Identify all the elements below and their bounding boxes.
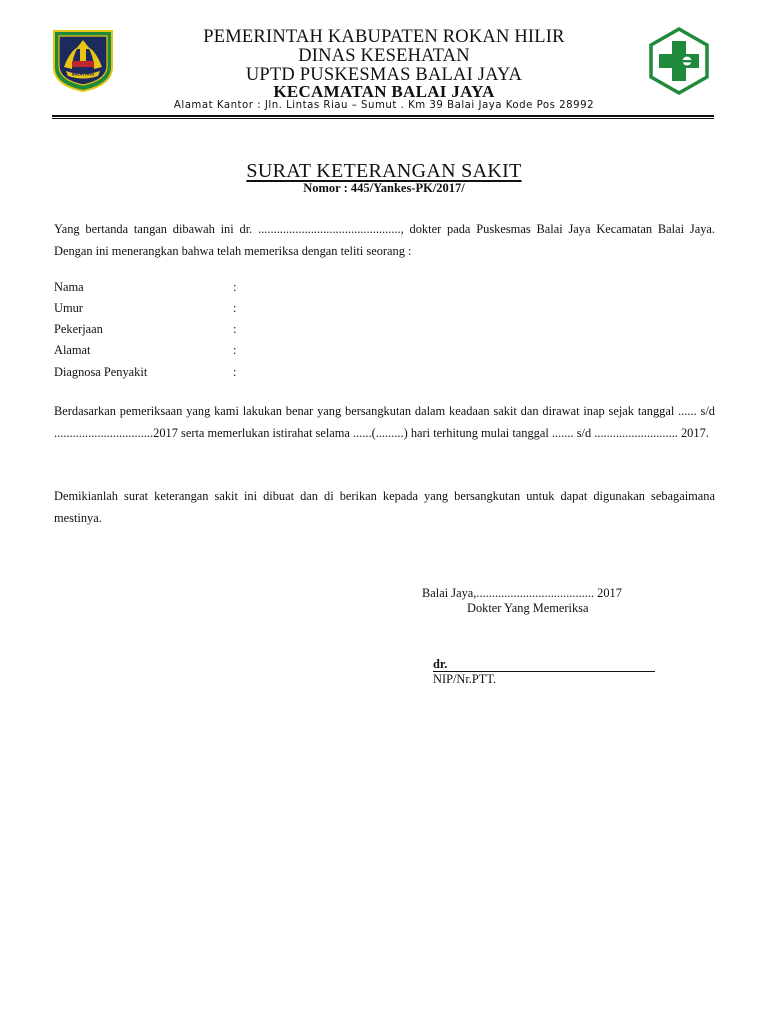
letterhead-rule-thin [52,118,714,119]
letterhead-address: Alamat Kantor : Jln. Lintas Riau – Sumut . Km 39 Balai Jaya Kode Pos 28992 [173,100,595,111]
letterhead-rule-thick [52,115,714,117]
field-colon: : [233,301,237,315]
field-label-diagnosa: Diagnosa Penyakit [54,365,148,379]
field-label-pekerjaan: Pekerjaan [54,322,103,336]
letterhead-department: DINAS KESEHATAN [298,46,470,66]
letterhead-unit: UPTD PUSKESMAS BALAI JAYA [245,65,523,85]
signature-name-line: dr. [433,657,655,672]
puskesmas-logo [644,26,714,96]
field-label-umur: Umur [54,301,83,315]
field-colon: : [233,365,237,379]
letterhead-district: KECAMATAN BALAI JAYA [273,82,495,101]
field-label-alamat: Alamat [54,343,91,357]
field-colon: : [233,280,237,294]
signature-place-date: Balai Jaya,...................................... 2017 [422,586,622,600]
letterhead-government: PEMERINTAH KABUPATEN ROKAN HILIR [203,27,565,47]
document-title-text: SURAT KETERANGAN SAKIT [246,160,522,182]
field-colon: : [233,343,237,357]
svg-text:BALAI JAYA: BALAI JAYA [72,72,94,77]
document-title [0,160,768,183]
intro-paragraph: Yang bertanda tangan dibawah ini dr. .............................................., dokter pada Puskesmas Balai Jaya Kecamatan Balai Jaya. Dengan ini menerangkan bahwa telah memeriksa dengan teliti seorang : [54,222,715,258]
statement-paragraph: Berdasarkan pemeriksaan yang kami lakukan benar yang bersangkutan dalam keadaan sakit dan dirawat inap sejak tanggal ...... s/d ................................2017 serta memerlukan istirahat selama ......(.........) hari terhitung mulai tanggal ....... s/d ........................... 2017. [54,404,715,440]
field-colon: : [233,322,237,336]
field-label-nama: Nama [54,280,84,294]
signature-nip: NIP/Nr.PTT. [433,672,497,686]
regency-emblem-logo [50,27,116,93]
document-number: Nomor : 445/Yankes-PK/2017/ [303,181,465,195]
signature-role: Dokter Yang Memeriksa [467,601,589,615]
closing-paragraph: Demikianlah surat keterangan sakit ini dibuat dan di berikan kepada yang bersangkutan untuk dapat digunakan sebagaimana mestinya. [54,489,715,525]
